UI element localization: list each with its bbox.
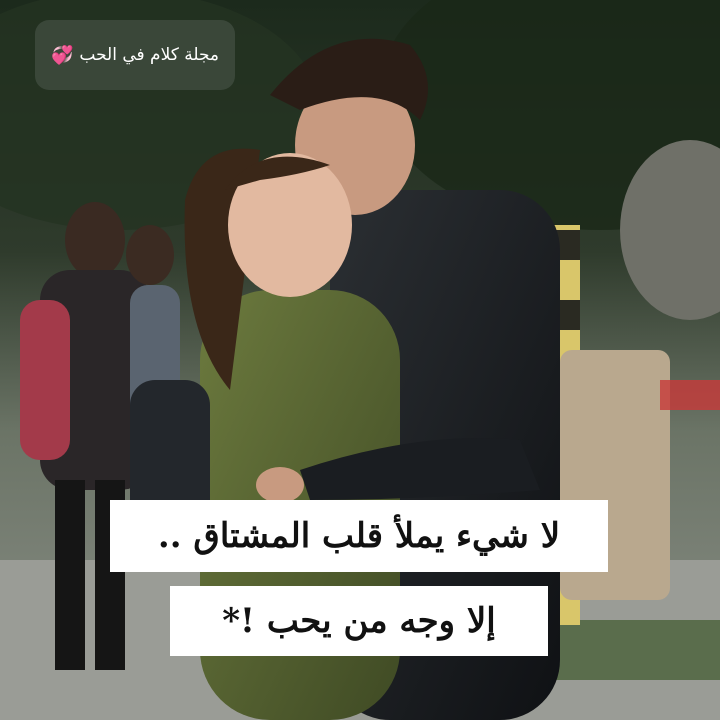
quote-line-2: إلا وجه من يحب !* bbox=[170, 586, 548, 656]
sparkling-heart-icon: 💞 bbox=[50, 44, 74, 66]
magazine-name: مجلة كلام في الحب bbox=[79, 45, 220, 65]
magazine-watermark-badge bbox=[35, 20, 235, 90]
quote-line-1: لا شيء يملأ قلب المشتاق .. bbox=[110, 500, 608, 572]
